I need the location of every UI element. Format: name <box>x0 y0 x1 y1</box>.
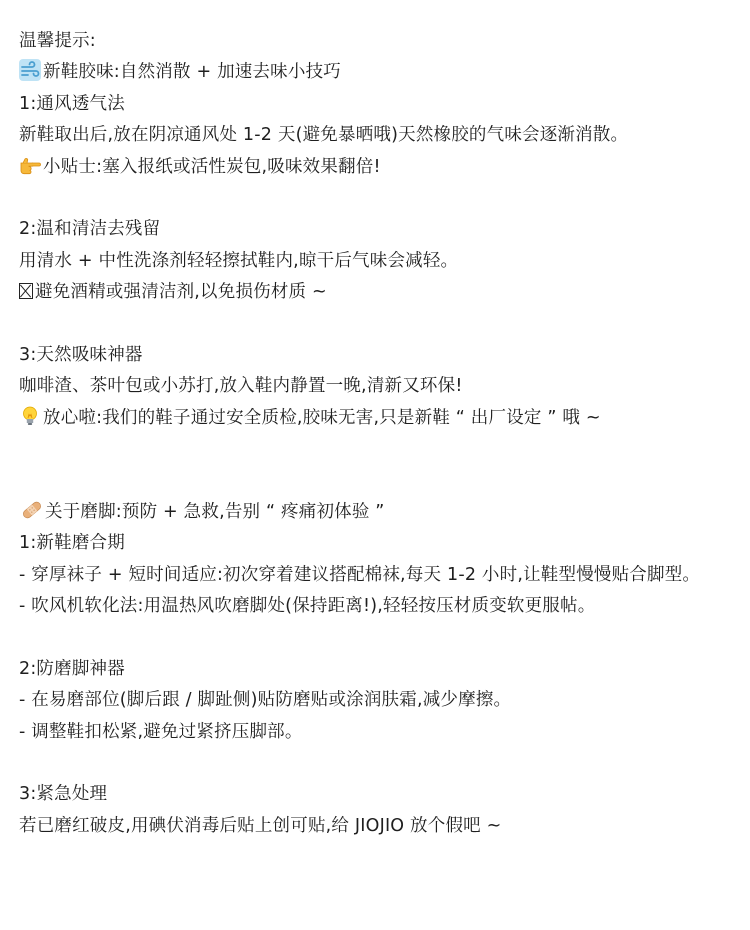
odor-section-heading-text: 新鞋胶味:自然消散 + 加速去味小技巧 <box>43 62 341 83</box>
spacer <box>19 748 734 779</box>
light-bulb-icon <box>19 405 41 427</box>
ventilation-tip-note <box>19 152 734 183</box>
anti-blister-tip-title: 2:防磨脚神器 <box>19 658 125 679</box>
wind-icon <box>19 59 41 81</box>
spacer <box>19 183 734 214</box>
anti-blister-tip-item: - 在易磨部位(脚后跟 / 脚趾侧)贴防磨贴或涂润肤霜,减少摩擦。 <box>19 690 512 711</box>
cleaning-tip-title: 2:温和清洁去残留 <box>19 219 161 240</box>
break-in-tip-item: - 穿厚袜子 + 短时间适应:初次穿着建议搭配棉袜,每天 1-2 小时,让鞋型慢慢贴合脚型。 <box>19 564 701 585</box>
page-title: 温馨提示: <box>19 31 96 51</box>
emergency-tip-body: 若已磨红破皮,用碘伏消毒后贴上创可贴,给 JIOJIO 放个假吧 ~ <box>19 815 502 836</box>
cleaning-tip-note <box>19 277 734 308</box>
ventilation-tip-note-text: 小贴士:塞入报纸或活性炭包,吸味效果翻倍! <box>43 156 381 177</box>
ventilation-tip-body: 新鞋取出后,放在阴凉通风处 1-2 天(避免暴晒哦)天然橡胶的气味会逐渐消散。 <box>19 125 629 146</box>
absorber-tip-note <box>19 403 734 434</box>
ventilation-tip-title: 1:通风透气法 <box>19 93 125 114</box>
bandage-icon <box>21 499 43 521</box>
spacer <box>19 622 734 653</box>
anti-blister-tip-item: - 调整鞋扣松紧,避免过紧挤压脚部。 <box>19 721 303 742</box>
absorber-tip-note-text: 放心啦:我们的鞋子通过安全质检,胶味无害,只是新鞋 “ 出厂设定 ” 哦 ~ <box>43 407 601 428</box>
spacer <box>19 434 734 497</box>
crossed-box-icon <box>19 283 33 299</box>
odor-section-heading <box>19 57 734 88</box>
break-in-tip-item: - 吹风机软化法:用温热风吹磨脚处(保持距离!),轻轻按压材质变软更服帖。 <box>19 596 596 617</box>
cleaning-tip-note-text: 避免酒精或强清洁剂,以免损伤材质 ~ <box>35 282 327 303</box>
blister-section-heading-text: 关于磨脚:预防 + 急救,告别 “ 疼痛初体验 ” <box>45 501 385 522</box>
spacer <box>19 309 734 340</box>
absorber-tip-title: 3:天然吸味神器 <box>19 344 143 365</box>
break-in-tip-title: 1:新鞋磨合期 <box>19 533 125 554</box>
cleaning-tip-body: 用清水 + 中性洗涤剂轻轻擦拭鞋内,晾干后气味会减轻。 <box>19 250 459 271</box>
pointing-hand-icon <box>19 154 41 176</box>
blister-section-heading <box>19 497 734 528</box>
emergency-tip-title: 3:紧急处理 <box>19 784 108 805</box>
absorber-tip-body: 咖啡渣、茶叶包或小苏打,放入鞋内静置一晚,清新又环保! <box>19 376 463 397</box>
